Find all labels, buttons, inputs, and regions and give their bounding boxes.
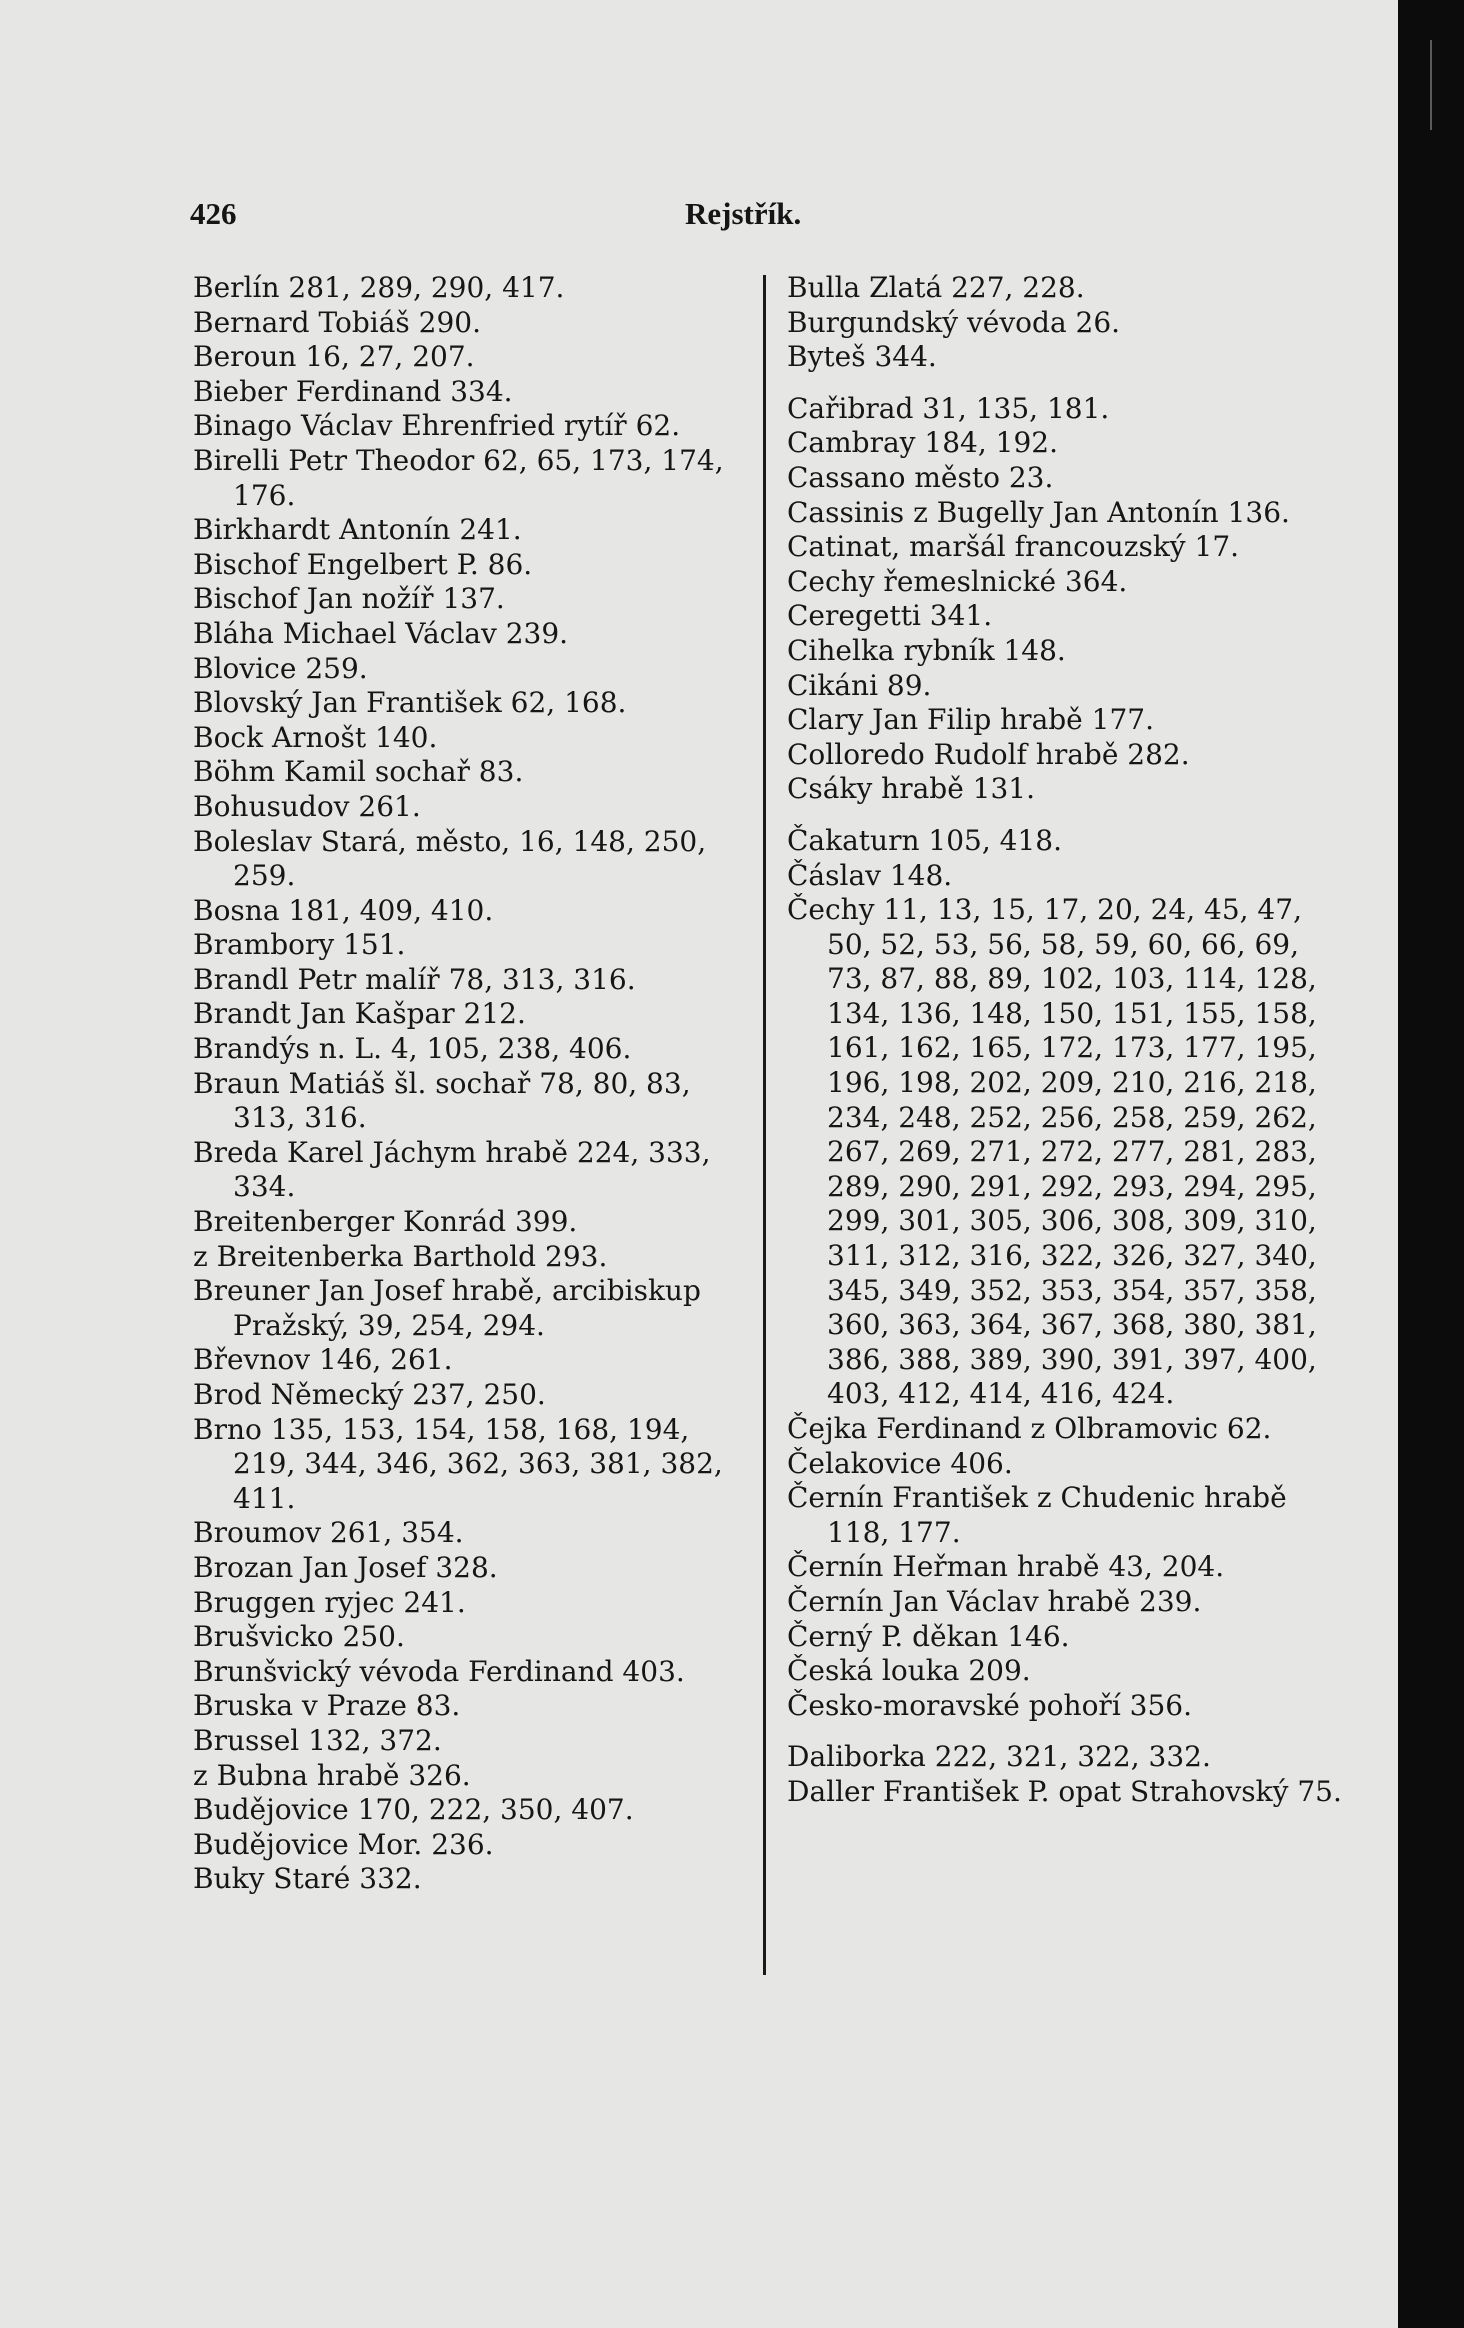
- index-entry: Cassano město 23.: [787, 460, 1054, 494]
- index-entry: Byteš 344.: [787, 340, 937, 374]
- index-entry: Bruska v Praze 83.: [193, 1689, 461, 1723]
- index-entry: Čáslav 148.: [787, 858, 953, 892]
- index-entry: Broumov 261, 354.: [193, 1516, 464, 1550]
- index-entry: Česká louka 209.: [787, 1654, 1031, 1688]
- index-entry: Cihelka rybník 148.: [787, 633, 1066, 667]
- index-entry: Catinat, maršál francouzský 17.: [787, 530, 1240, 564]
- index-entry: Bosna 181, 409, 410.: [193, 893, 494, 927]
- index-entry: Černín Heřman hrabě 43, 204.: [787, 1550, 1225, 1584]
- index-entry: Bieber Ferdinand 334.: [193, 374, 513, 408]
- index-entry: Brussel 132, 372.: [193, 1723, 442, 1757]
- index-entry: Brambory 151.: [193, 928, 406, 962]
- index-entry: Čechy 11, 13, 15, 17, 20, 24, 45, 47, 50, 52, 53, 56, 58, 59, 60, 66, 69, 73, 87, 88, 89, 102, 103, 114, 128, 134, 136, 148, 150, 151, 155, 158, 161, 162, 165, 172, 173, 177, 195, 196, 198, 202, 209, 210, 216, 218, 234, 248, 252, 256, 258, 259, 262, 267, 269, 271, 272, 277, 281, 283, 289, 290, 291, 292, 293, 294, 295, 299, 301, 305, 306, 308, 309, 310, 311, 312, 316, 322, 326, 327, 340, 345, 349, 352, 353, 354, 357, 358, 360, 363, 364, 367, 368, 380, 381, 386, 388, 389, 390, 391, 397, 400, 403, 412, 414, 416, 424.: [787, 893, 1317, 1411]
- index-entry: Bernard Tobiáš 290.: [193, 305, 482, 339]
- column-divider: [763, 275, 766, 1975]
- index-entry: Boleslav Stará, město, 16, 148, 250, 259.: [193, 824, 707, 893]
- index-entry: Černý P. děkan 146.: [787, 1619, 1070, 1653]
- index-entry: Bischof Engelbert P. 86.: [193, 547, 533, 581]
- index-entry: Bulla Zlatá 227, 228.: [787, 271, 1085, 304]
- index-entry: Bláha Michael Václav 239.: [193, 616, 569, 650]
- index-entry: Birkhardt Antonín 241.: [193, 513, 522, 547]
- index-entry: Brozan Jan Josef 328.: [193, 1550, 498, 1584]
- index-entry: Brandýs n. L. 4, 105, 238, 406.: [193, 1032, 632, 1066]
- index-entry: Colloredo Rudolf hrabě 282.: [787, 737, 1190, 771]
- index-entry: Braun Matiáš šl. sochař 78, 80, 83, 313, 316.: [193, 1066, 691, 1135]
- index-entry: Čejka Ferdinand z Olbramovic 62.: [787, 1412, 1272, 1445]
- index-entry: Budějovice Mor. 236.: [193, 1827, 494, 1861]
- index-entry: Blovský Jan František 62, 168.: [193, 686, 627, 720]
- index-entry: Budějovice 170, 222, 350, 407.: [193, 1793, 634, 1827]
- index-entry: Bock Arnošt 140.: [193, 720, 438, 754]
- index-entry: Bischof Jan nožíř 137.: [193, 582, 505, 616]
- index-entry: Černín František z Chudenic hrabě 118, 177.: [787, 1481, 1287, 1549]
- index-entry: Böhm Kamil sochař 83.: [193, 755, 524, 789]
- index-entry: Bohusudov 261.: [193, 789, 421, 823]
- index-entry: Cechy řemeslnické 364.: [787, 564, 1128, 598]
- index-entry: Blovice 259.: [193, 651, 368, 685]
- index-entry: Breitenberger Konrád 399.: [193, 1205, 578, 1239]
- index-entry: Cařibrad 31, 135, 181.: [787, 391, 1110, 425]
- index-entry: Berlín 281, 289, 290, 417.: [193, 271, 565, 304]
- index-entry: z Breitenberka Barthold 293.: [193, 1239, 608, 1273]
- index-entry: Brušvicko 250.: [193, 1620, 405, 1654]
- page-number: 426: [190, 196, 237, 231]
- index-entry: Brandt Jan Kašpar 212.: [193, 997, 526, 1031]
- index-entry: Binago Václav Ehrenfried rytíř 62.: [193, 409, 681, 443]
- index-entry: Brno 135, 153, 154, 158, 168, 194, 219, 344, 346, 362, 363, 381, 382, 411.: [193, 1412, 723, 1515]
- index-entry: Beroun 16, 27, 207.: [193, 340, 475, 374]
- index-entry: Clary Jan Filip hrabě 177.: [787, 703, 1154, 737]
- index-entry: Čakaturn 105, 418.: [787, 823, 1062, 857]
- index-entry: Brandl Petr malíř 78, 313, 316.: [193, 962, 636, 996]
- running-header: Rejstřík.: [685, 196, 802, 231]
- index-entry: Buky Staré 332.: [193, 1862, 422, 1896]
- index-entry: Brunšvický vévoda Ferdinand 403.: [193, 1654, 685, 1688]
- index-entry: Daliborka 222, 321, 322, 332.: [787, 1740, 1211, 1774]
- index-entry: Daller František P. opat Strahovský 75.: [787, 1774, 1342, 1808]
- index-entry: Birelli Petr Theodor 62, 65, 173, 174, 176.: [193, 443, 724, 512]
- index-entry: Cassinis z Bugelly Jan Antonín 136.: [787, 495, 1290, 529]
- index-entry: Bruggen ryjec 241.: [193, 1585, 466, 1619]
- index-entry: Breda Karel Jáchym hrabě 224, 333, 334.: [193, 1135, 711, 1204]
- index-entry: Ceregetti 341.: [787, 599, 993, 633]
- index-entry: Csáky hrabě 131.: [787, 772, 1036, 806]
- index-entry: Čelakovice 406.: [787, 1446, 1013, 1480]
- index-column-left: [193, 271, 743, 1897]
- index-entry: Breuner Jan Josef hrabě, arcibiskup Pražský, 39, 254, 294.: [193, 1274, 701, 1342]
- index-entry: Burgundský vévoda 26.: [787, 305, 1121, 339]
- index-entry: z Bubna hrabě 326.: [193, 1758, 471, 1792]
- index-entry: Břevnov 146, 261.: [193, 1343, 453, 1377]
- index-entry: Česko-moravské pohoří 356.: [787, 1688, 1193, 1722]
- index-entry: Cikáni 89.: [787, 668, 932, 702]
- index-entry: Černín Jan Václav hrabě 239.: [787, 1584, 1202, 1618]
- index-entry: Brod Německý 237, 250.: [193, 1378, 546, 1411]
- index-column-right: [787, 271, 1347, 1810]
- scan-edge-mark: [1430, 40, 1432, 130]
- scan-border: [1398, 0, 1464, 2328]
- index-entry: Cambray 184, 192.: [787, 426, 1058, 460]
